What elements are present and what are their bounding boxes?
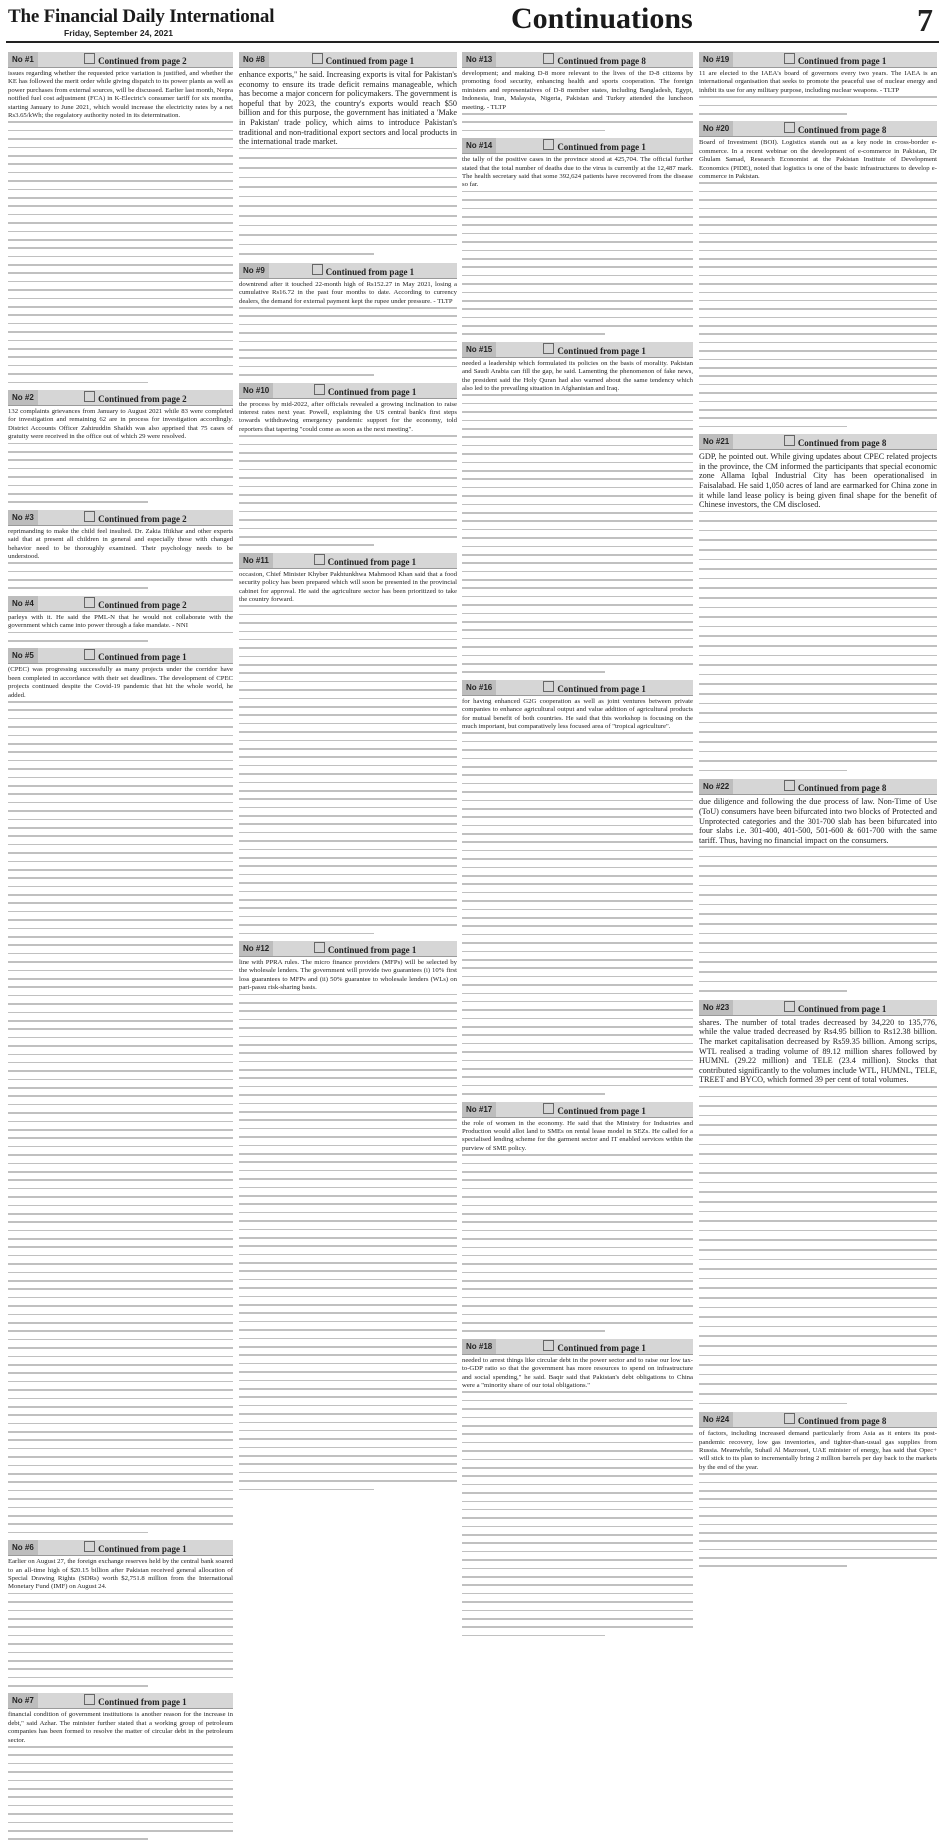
continued-from-text: Continued from page 2 (98, 513, 187, 524)
issue-date: Friday, September 24, 2021 (64, 28, 173, 38)
masthead (6, 0, 939, 40)
page-icon (543, 53, 554, 64)
article-block (462, 342, 693, 673)
page-icon (543, 681, 554, 692)
continued-from-text: Continued from page 1 (327, 556, 417, 567)
article-text: shares. The number of total trades decreased by 34,220 to 135,776, while the value traded decreased by Rs4.95 billion to Rs12.38 billion. The market capitalisation decreased by Rs59.35 billion. Among scrips, WTL realised a trading volume of 89.12 million shares followed by HUMNL (29.22 million) and TELE (23.4 million). Stocks that contributed significantly to the volumes include WTL, HUMNL, TELE, TREET and BYCO, which formed 39 per cent of total volumes. (699, 1017, 937, 1085)
article-number: No #18 (462, 1339, 496, 1354)
continued-from-label (38, 53, 233, 66)
article-number: No #1 (8, 52, 38, 67)
page-icon (84, 649, 95, 660)
article-block (8, 390, 233, 503)
article-text: downtrend after it touched 22-month high of Rs152.27 in May 2021, losing a cumulative Rs16.72 in the past four months to date. According to currency dealers, the demand for external payment kept the rupee under pressure. - TLTP (239, 280, 457, 305)
article-text: (CPEC) was progressing successfully as many projects under the corridor have been completed in accordance with their set deadlines. The development of CPEC projects continued despite the Covid-19 pandemic that hit the whole world, he added. (8, 666, 233, 699)
continued-from-text: Continued from page 1 (98, 1544, 187, 1555)
continuation-header (699, 1000, 937, 1016)
page-icon (784, 435, 795, 446)
continued-from-label (38, 391, 233, 404)
article-number: No #20 (699, 121, 733, 136)
page-number: 7 (917, 2, 933, 38)
column-2 (239, 48, 457, 1518)
continuation-header (8, 390, 233, 406)
page-icon (784, 780, 795, 791)
continued-from-label (273, 942, 457, 955)
text-lines-filler (462, 394, 693, 672)
continued-from-label (496, 343, 693, 356)
article-number: No #4 (8, 596, 38, 611)
article-block (8, 1693, 233, 1840)
page-icon (314, 384, 325, 395)
page-icon (784, 1413, 795, 1424)
article-number: No #11 (239, 553, 273, 568)
continuation-header (462, 138, 693, 154)
page-icon (543, 343, 554, 354)
article-number: No #21 (699, 434, 733, 449)
continued-from-text: Continued from page 1 (557, 1105, 646, 1116)
article-block (462, 680, 693, 1095)
article-number: No #10 (239, 383, 273, 398)
article-number: No #3 (8, 510, 38, 525)
continued-from-label (496, 1340, 693, 1353)
continued-from-text: Continued from page 1 (557, 1342, 646, 1353)
article-text: the role of women in the economy. He said that the Ministry for Industries and Production would allot land to SMEs on rental lease model in SEZs. He called for a specialised lending scheme for the garment sector and IT enabled services within the purview of SME policy. (462, 1119, 693, 1152)
continuation-header (462, 342, 693, 358)
continuation-header (462, 1102, 693, 1118)
paper-name: The Financial Daily International (8, 6, 275, 27)
text-lines-filler (239, 148, 457, 255)
continuation-header (8, 596, 233, 612)
continuation-header (699, 434, 937, 450)
page-icon (784, 53, 795, 64)
page-icon (84, 1694, 95, 1705)
text-lines-filler (462, 1154, 693, 1332)
continuation-header (8, 1540, 233, 1556)
article-block (699, 1000, 937, 1404)
page-icon (784, 1001, 795, 1012)
article-block (239, 263, 457, 376)
article-block (8, 1540, 233, 1687)
text-lines-filler (8, 121, 233, 383)
column-1 (8, 48, 233, 1744)
article-text: 11 are elected to the IAEA's board of governors every two years. The IAEA is an international organisation that seeks to promote the peaceful use of nuclear energy and inhibit its use for any military purpose, including nuclear weapons. - TLTP (699, 70, 937, 94)
article-text: enhance exports," he said. Increasing exports is vital for Pakistan's economy to ensure its trade deficit remains manageable, which has become a major concern for policymakers. The government is hopeful that by 2023, the country's exports would reach $50 billion and for this purpose, the government has initiated a 'Make in Pakistan' trade policy, which aims to introduce Pakistan's traditional and non-traditional export sectors and local products in the international trade market. (239, 70, 457, 147)
article-number: No #16 (462, 680, 496, 695)
page-icon (84, 1541, 95, 1552)
page-icon (84, 53, 95, 64)
continuation-header (8, 52, 233, 68)
article-number: No #19 (699, 52, 733, 67)
continued-from-text: Continued from page 2 (98, 393, 187, 404)
continued-from-text: Continued from page 1 (557, 683, 646, 694)
article-text: of factors, including increased demand particularly from Asia as it enters its post-pandemic recovery, low gas inventories, and tighter-than-usual gas supplies from Russia. Meanwhile, Suhail Al Mazrouei, UAE minister of energy, has said that Opec+ will stick to its plan to incrementally bring 2 million barrels per day back to the markets by the end of the year. (699, 1430, 937, 1471)
text-lines-filler (699, 1473, 937, 1567)
continuation-header (462, 680, 693, 696)
continued-from-label (733, 1413, 937, 1426)
continued-from-label (733, 122, 937, 135)
article-number: No #9 (239, 263, 269, 278)
continued-from-text: Continued from page 8 (557, 56, 646, 66)
article-block (699, 779, 937, 991)
article-text: financial condition of government institutions is another reason for the increase in debt," said Azhar. The minister further stated that a working group of petroleum companies has been formed to resolve the matter of circular debt in the petroleum sector. (8, 1711, 233, 1744)
page-icon (314, 942, 325, 953)
continuation-header (8, 510, 233, 526)
page-icon (543, 139, 554, 150)
text-lines-filler (699, 182, 937, 427)
continuation-header (699, 1412, 937, 1428)
text-lines-filler (8, 562, 233, 589)
continuation-header (8, 1693, 233, 1709)
continuation-header (462, 52, 693, 68)
text-lines-filler (8, 701, 233, 1533)
continued-from-label (496, 1103, 693, 1116)
text-lines-filler (8, 443, 233, 503)
article-text: the process by mid-2022, after officials revealed a growing inclination to raise interest rates next year. Powell, explaining the US central bank's first steps towards withdrawing emergency pandemic support for the economy, told reporters that tapering "could come as soon as the next meeting". (239, 400, 457, 433)
article-text: for having enhanced G2G cooperation as well as joint ventures between private companies to enhance agricultural output and value addition of agricultural products for mutual benefit of both countries. He said that this workshop is focusing on the much important, but comparatively less focused area of "tropical agriculture". (462, 697, 693, 730)
continued-from-label (38, 597, 233, 610)
continued-from-label (269, 53, 457, 66)
page-icon (312, 53, 323, 64)
page-icon (84, 391, 95, 402)
article-block (462, 138, 693, 335)
article-number: No #8 (239, 52, 269, 67)
text-lines-filler (699, 1086, 937, 1404)
continuation-header (239, 941, 457, 957)
continuation-header (239, 52, 457, 68)
page-icon (784, 122, 795, 133)
article-block (239, 553, 457, 934)
column-4 (699, 48, 937, 1518)
article-number: No #2 (8, 390, 38, 405)
article-text: the tally of the positive cases in the province stood at 425,704. The official further stated that the total number of deaths due to the virus is currently at the 12,487 mark. The health secretary said that some 392,624 patients have recovered from the disease so far. (462, 156, 693, 189)
continuation-header (239, 383, 457, 399)
continued-from-label (269, 264, 457, 277)
text-lines-filler (462, 1391, 693, 1636)
continued-from-label (733, 53, 937, 66)
text-lines-filler (462, 191, 693, 335)
article-block (239, 383, 457, 546)
article-text: reprimanding to make the child feel insulted. Dr. Zakia Iftikhar and other experts said that at present all children in general and especially those with changed behavior need to be thoroughly examined. Their psychology needs to be understood. (8, 527, 233, 560)
article-block (462, 1339, 693, 1637)
article-block (699, 52, 937, 115)
text-lines-filler (8, 632, 233, 642)
text-lines-filler (239, 994, 457, 1491)
text-lines-filler (699, 511, 937, 772)
continuation-header (462, 1339, 693, 1355)
continued-from-text: Continued from page 1 (557, 345, 646, 356)
article-block (8, 52, 233, 383)
continued-from-text: Continued from page 1 (557, 142, 646, 153)
page-icon (312, 264, 323, 275)
continuation-header (239, 553, 457, 569)
article-block (8, 596, 233, 642)
article-block (462, 52, 693, 131)
continued-from-label (38, 1694, 233, 1707)
continued-from-text: Continued from page 1 (98, 652, 187, 663)
continuation-header (699, 52, 937, 68)
article-text: occasion, Chief Minister Khyber Pakhtunkhwa Mahmood Khan said that a food security policy has been prepared which will soon be presented in the provincial cabinet for approval. He said the agriculture sector has been prioritized to take the country forward. (239, 570, 457, 603)
continued-from-text: Continued from page 1 (325, 266, 415, 277)
article-block (699, 1412, 937, 1567)
text-lines-filler (699, 846, 937, 992)
continuation-header (239, 263, 457, 279)
page-icon (314, 554, 325, 565)
text-lines-filler (699, 96, 937, 114)
article-block (8, 510, 233, 589)
continued-from-text: Continued from page 1 (327, 386, 417, 397)
page-icon (84, 511, 95, 522)
page-icon (84, 597, 95, 608)
text-lines-filler (8, 1746, 233, 1840)
continuation-header (699, 779, 937, 795)
article-number: No #13 (462, 52, 496, 67)
article-text: GDP, he pointed out. While giving updates about CPEC related projects in the province, the CM informed the participants that special economic zone Allama Iqbal Industrial City has been operationalised in Faisalabad. He said 1,050 acres of land are earmarked for China zone in it while land lease policy is being given final shape for the benefit of Chinese investors, the CM disclosed. (699, 452, 937, 510)
article-text: development; and making D-8 more relevant to the lives of the D-8 citizens by promoting food security, enhancing health and sports cooperation. The foreign ministers and representatives of D-8 member states, including Bangladesh, Egypt, Indonesia, Iran, Malaysia, Nigeria, Pakistan and Turkey attended the luncheon meeting. - TLTP (462, 70, 693, 111)
article-number: No #7 (8, 1693, 38, 1708)
continued-from-label (733, 1001, 937, 1014)
masthead-rule (6, 41, 939, 43)
continued-from-text: Continued from page 8 (797, 125, 887, 136)
continued-from-text: Continued from page 1 (797, 1003, 887, 1014)
continued-from-text: Continued from page 8 (797, 438, 887, 449)
continued-from-text: Continued from page 8 (797, 783, 887, 794)
text-lines-filler (239, 435, 457, 546)
article-number: No #17 (462, 1102, 496, 1117)
continued-from-label (38, 649, 233, 662)
continuation-header (699, 121, 937, 137)
continued-from-text: Continued from page 1 (98, 1697, 187, 1708)
text-lines-filler (239, 605, 457, 934)
continued-from-text: Continued from page 2 (98, 56, 187, 66)
article-block (462, 1102, 693, 1332)
continued-from-label (496, 681, 693, 694)
continuation-header (8, 648, 233, 664)
continued-from-label (273, 384, 457, 397)
article-text: line with PPRA rules. The micro finance providers (MFPs) will be selected by the wholesale lenders. The government will provide two guarantees (i) 10% first loss guarantees to MFPs and (ii) 50% guarantee to wholesale lenders (WLs) on pari-passu risk-sharing basis. (239, 958, 457, 992)
continued-from-label (496, 139, 693, 152)
article-block (699, 434, 937, 771)
text-lines-filler (462, 732, 693, 1094)
article-text: issues regarding whether the requested price variation is justified, and whether the KE has followed the merit order while giving dispatch to its power plants as well as power purchases from external sources, will be discussed. Earlier last month, Nepra notified fuel cost adjustment (FCA) in K-Electric's consumer tariff for six months, starting January to June 2021, which would increase the electricity rates by a net Rs3.65/kWh; the regulatory authority noted in its determination. (8, 70, 233, 120)
article-text: due diligence and following the due process of law. Non-Time of Use (ToU) consumers have been bifurcated into two blocks of Protected and Unprotected categories and the 301-700 slab has been bifurcated into four slabs i.e. 301-400, 401-500, 501-600 & 601-700 with the same tariff. Thus, having no financial impact on the consumers. (699, 797, 937, 845)
article-text: parleys with it. He said the PML-N that he would not collaborate with the government which came into power through a fake mandate. - NNI (8, 613, 233, 630)
article-text: Earlier on August 27, the foreign exchange reserves held by the central bank soared to an all-time high of $20.15 billion after Pakistan received general allocation of Special Drawing Rights (SDRs) worth $2,751.8 million from the International Monetary Fund (IMF) on August 24. (8, 1558, 233, 1591)
continued-from-text: Continued from page 1 (325, 56, 415, 66)
continued-from-text: Continued from page 1 (797, 56, 887, 66)
article-number: No #5 (8, 648, 38, 663)
column-3 (462, 48, 693, 1518)
continued-from-label (733, 435, 937, 448)
continued-from-text: Continued from page 8 (797, 1416, 887, 1427)
page-icon (543, 1340, 554, 1351)
article-number: No #24 (699, 1412, 733, 1427)
article-number: No #23 (699, 1000, 733, 1015)
article-block (239, 52, 457, 255)
article-number: No #12 (239, 941, 273, 956)
section-title: Continuations (511, 2, 693, 35)
article-block (239, 941, 457, 1490)
article-number: No #15 (462, 342, 496, 357)
continued-from-label (733, 780, 937, 793)
article-number: No #22 (699, 779, 733, 794)
continued-from-text: Continued from page 2 (98, 599, 187, 610)
article-text: needed a leadership which formulated its policies on the basis of morality. Pakistan and Saudi Arabia can fill the gap, he said. Lamenting the phenomenon of fake news, the president said the Holy Quran had also warned about the same tendency which also led to the prevailing situation in Afghanistan and Iraq. (462, 359, 693, 393)
continued-from-label (38, 1541, 233, 1554)
continued-from-label (496, 53, 693, 66)
article-number: No #14 (462, 138, 496, 153)
continued-from-label (273, 554, 457, 567)
article-text: needed to arrest things like circular debt in the power sector and to raise our low tax-to-GDP ratio so that the government has more resources to spend on infrastructure and social spending," he said. Baqir said that Pakistan's debt obligations to China were a "minority share of our total obligations." (462, 1356, 693, 1390)
article-text: Board of Investment (BOI). Logistics stands out as a key node in cross-border e-commerce. In a recent webinar on the development of e-commerce in Pakistan, Dr Ghulam Samad, Research Economist at the Pakistan Institute of Development Economics (PIDE), noted that logistics is one of the basic infrastructures to develop e-commerce in Pakistan. (699, 139, 937, 181)
page-icon (543, 1103, 554, 1114)
continued-from-label (38, 511, 233, 524)
article-number: No #6 (8, 1540, 38, 1555)
article-block (699, 121, 937, 427)
text-lines-filler (239, 307, 457, 376)
article-block (8, 648, 233, 1533)
article-text: 132 complaints grievances from January to August 2021 while 83 were completed for investigation and remaining 62 are in process for investigation accordingly. District Accounts Officer Zahiruddin Shaikh was also apprised that 75 cases of gratuity were received in the office out of which 29 were resolved. (8, 407, 233, 441)
text-lines-filler (8, 1593, 233, 1687)
continued-from-text: Continued from page 1 (327, 944, 417, 955)
text-lines-filler (462, 113, 693, 131)
